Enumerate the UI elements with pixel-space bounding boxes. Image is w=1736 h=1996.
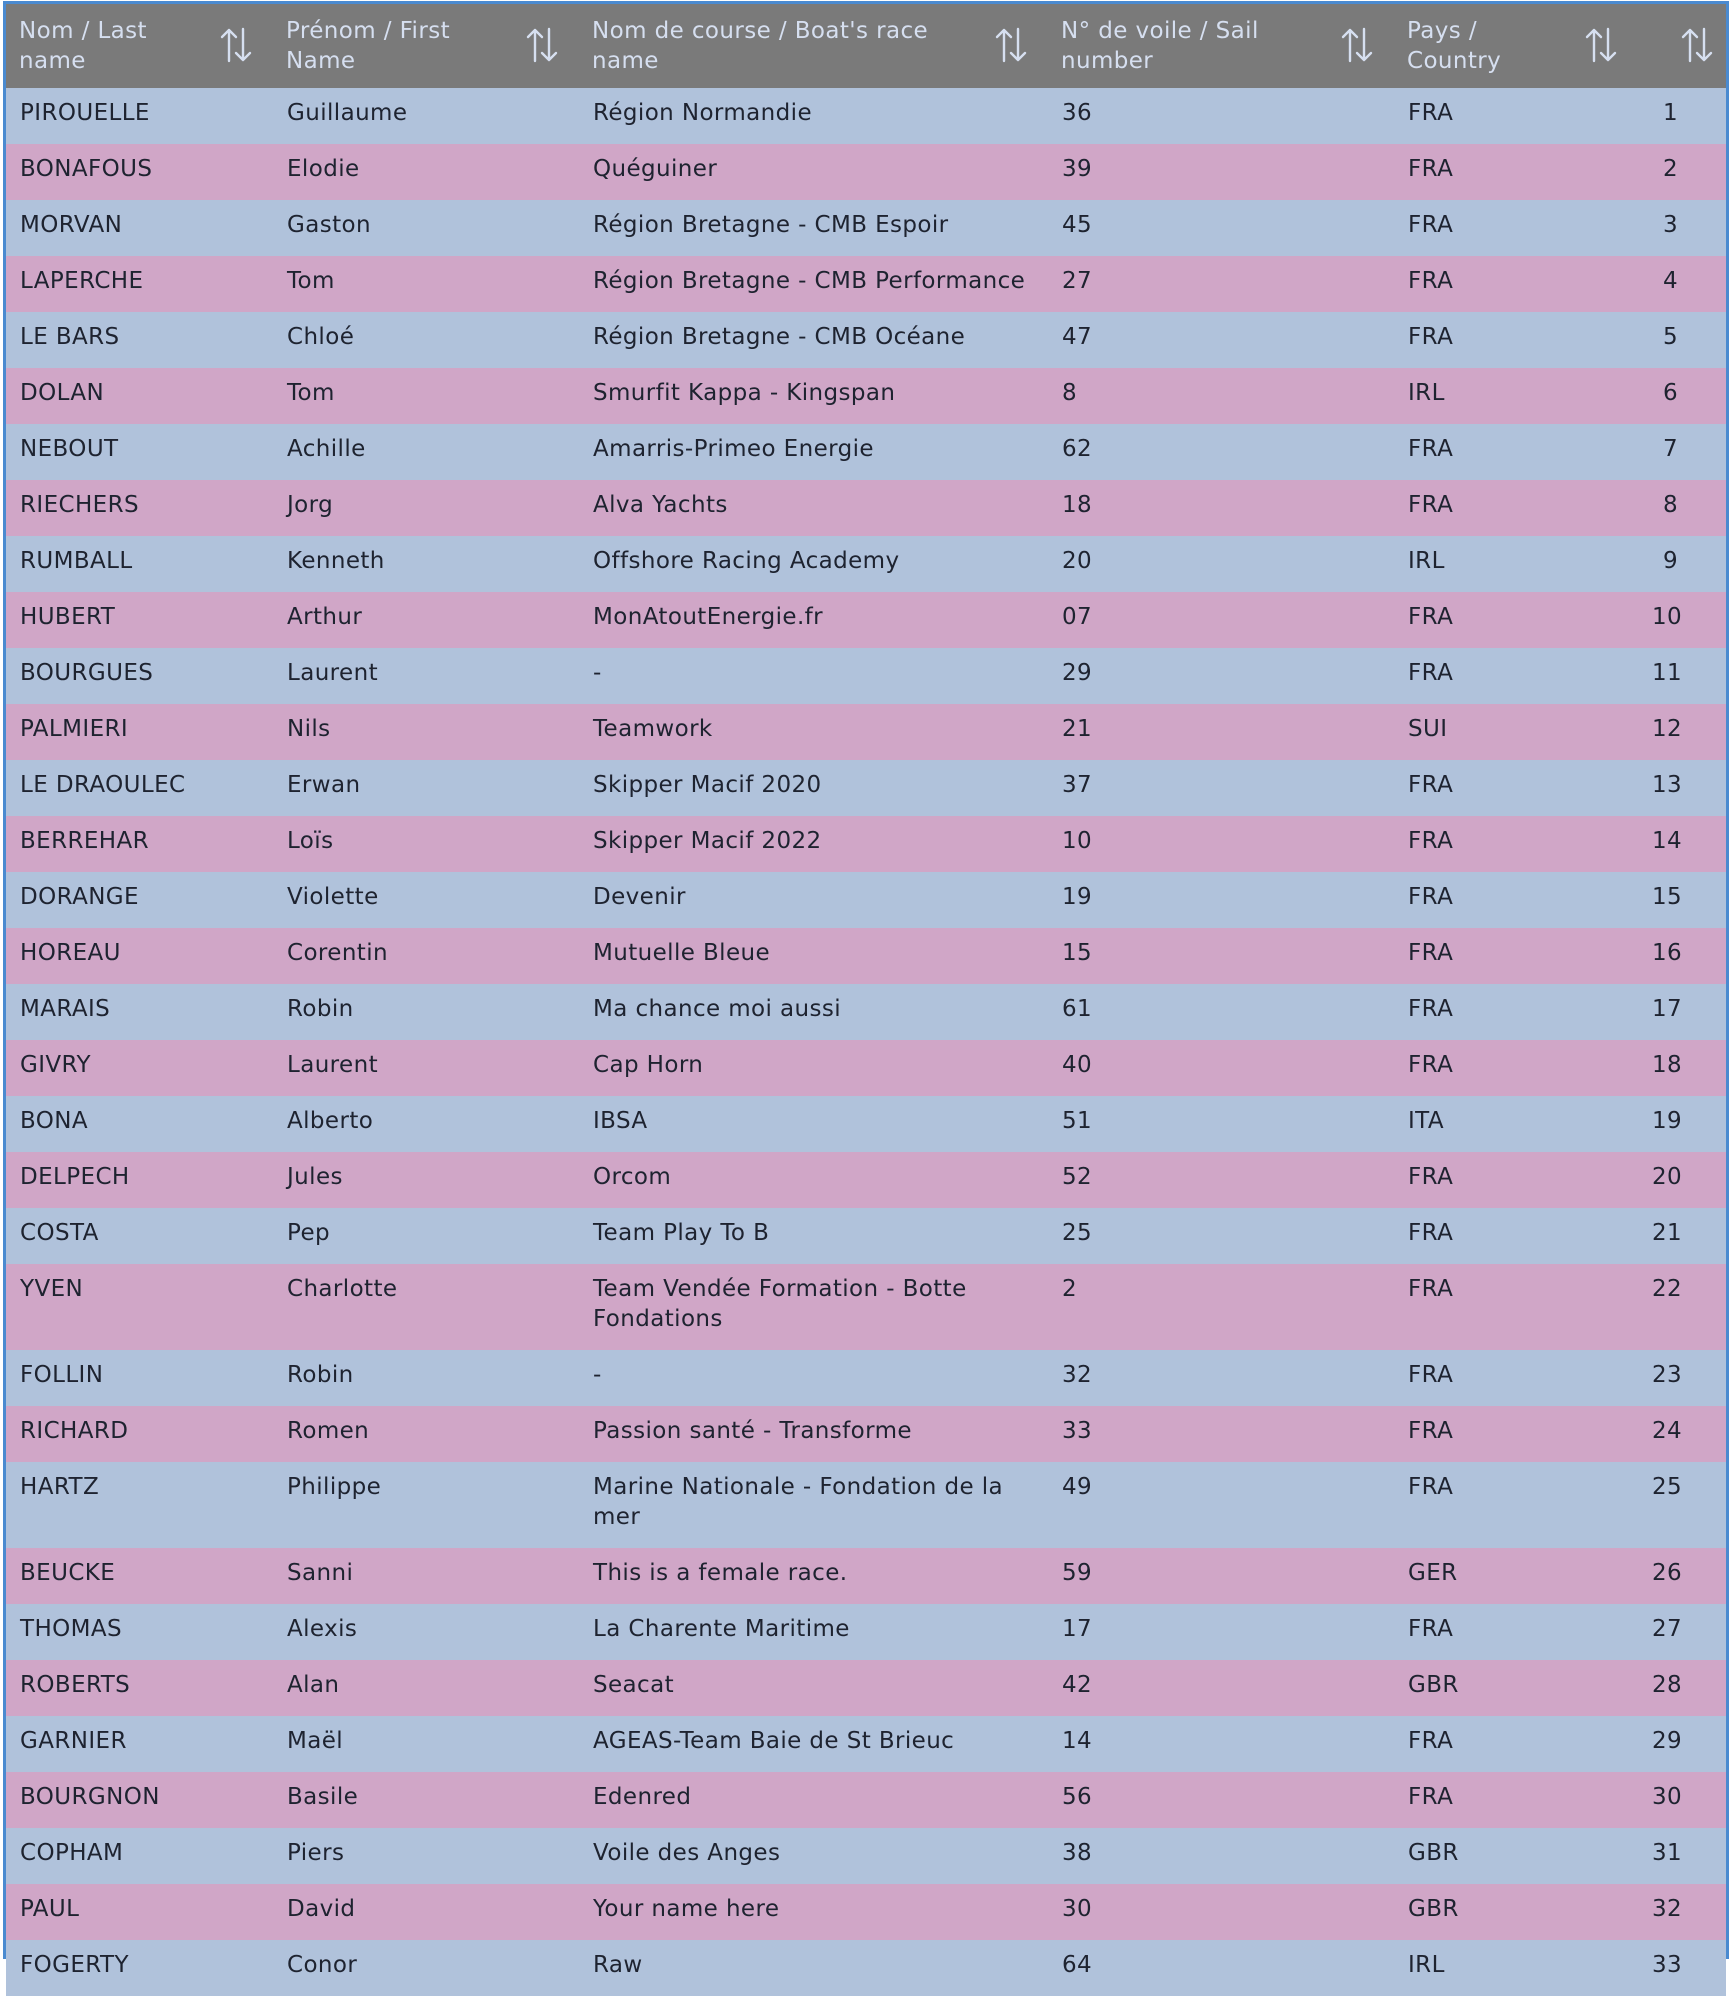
cell-rank: 3 — [1662, 212, 1678, 238]
skipper-table — [6, 4, 1726, 1996]
cell-first-name: Loïs — [287, 828, 334, 854]
header-row — [6, 4, 1726, 88]
cell-last-name: FOLLIN — [20, 1362, 104, 1388]
cell-boat-name: - — [593, 1362, 602, 1388]
cell-rank: 26 — [1652, 1560, 1683, 1586]
column-header-label: Pays / Country — [1407, 18, 1502, 74]
cell-boat-name: Voile des Anges — [593, 1840, 781, 1866]
cell-first-name: Jules — [287, 1164, 343, 1190]
cell-rank: 29 — [1652, 1728, 1683, 1754]
cell-sail-number: 36 — [1062, 100, 1093, 126]
cell-sail-number: 27 — [1062, 268, 1093, 294]
cell-first-name: Piers — [287, 1840, 345, 1866]
cell-last-name: DORANGE — [20, 884, 139, 910]
cell-country: FRA — [1408, 100, 1454, 126]
cell-country: IRL — [1408, 548, 1445, 574]
cell-boat-name: Marine Nationale - Fondation de la mer — [593, 1474, 1004, 1530]
cell-first-name: Maël — [287, 1728, 344, 1754]
cell-rank: 12 — [1652, 716, 1683, 742]
cell-sail-number: 18 — [1062, 492, 1093, 518]
cell-country: FRA — [1408, 996, 1454, 1022]
cell-country: FRA — [1408, 1276, 1454, 1302]
cell-sail-number: 61 — [1062, 996, 1093, 1022]
cell-country: FRA — [1408, 492, 1454, 518]
cell-last-name: MARAIS — [20, 996, 111, 1022]
table-row — [6, 1040, 1726, 1096]
cell-country: FRA — [1408, 884, 1454, 910]
table-row — [6, 1096, 1726, 1152]
table-row — [6, 1716, 1726, 1772]
cell-country: FRA — [1408, 268, 1454, 294]
cell-boat-name: Raw — [593, 1952, 643, 1978]
cell-first-name: Elodie — [287, 156, 360, 182]
table-row — [6, 816, 1726, 872]
cell-last-name: RIECHERS — [20, 492, 139, 518]
table-row — [6, 1350, 1726, 1406]
cell-rank: 8 — [1662, 492, 1678, 518]
cell-boat-name: Alva Yachts — [593, 492, 728, 518]
cell-first-name: Violette — [287, 884, 379, 910]
cell-rank: 5 — [1662, 324, 1678, 350]
cell-boat-name: IBSA — [593, 1108, 648, 1134]
cell-country: FRA — [1408, 604, 1454, 630]
cell-rank: 17 — [1652, 996, 1683, 1022]
cell-first-name: Laurent — [287, 660, 378, 686]
cell-last-name: HUBERT — [20, 604, 116, 630]
cell-first-name: Jorg — [287, 492, 334, 518]
table-row — [6, 984, 1726, 1040]
cell-first-name: Philippe — [287, 1474, 382, 1500]
cell-country: SUI — [1408, 716, 1448, 742]
cell-sail-number: 62 — [1062, 436, 1093, 462]
table-row — [6, 88, 1726, 144]
cell-sail-number: 39 — [1062, 156, 1093, 182]
cell-rank: 6 — [1662, 380, 1678, 406]
cell-boat-name: Skipper Macif 2022 — [593, 828, 822, 854]
cell-country: FRA — [1408, 436, 1454, 462]
cell-first-name: Pep — [287, 1220, 330, 1246]
cell-rank: 13 — [1652, 772, 1683, 798]
cell-country: FRA — [1408, 828, 1454, 854]
column-header-label: N° de voile / Sail number — [1061, 18, 1259, 74]
cell-rank: 1 — [1662, 100, 1678, 126]
cell-sail-number: 14 — [1062, 1728, 1093, 1754]
cell-boat-name: Orcom — [593, 1164, 672, 1190]
cell-first-name: Charlotte — [287, 1276, 398, 1302]
cell-last-name: THOMAS — [20, 1616, 123, 1642]
cell-last-name: RICHARD — [20, 1418, 129, 1444]
cell-last-name: COPHAM — [20, 1840, 124, 1866]
cell-rank: 32 — [1652, 1896, 1683, 1922]
cell-last-name: HOREAU — [20, 940, 121, 966]
cell-rank: 27 — [1652, 1616, 1683, 1642]
cell-last-name: MORVAN — [20, 212, 123, 238]
cell-first-name: Tom — [287, 380, 335, 406]
table-row — [6, 1828, 1726, 1884]
cell-sail-number: 10 — [1062, 828, 1093, 854]
cell-country: FRA — [1408, 156, 1454, 182]
cell-boat-name: Région Bretagne - CMB Performance — [593, 268, 1026, 294]
table-row — [6, 200, 1726, 256]
cell-last-name: GARNIER — [20, 1728, 127, 1754]
cell-last-name: BONAFOUS — [20, 156, 153, 182]
table-row — [6, 704, 1726, 760]
cell-first-name: Guillaume — [287, 100, 408, 126]
cell-first-name: Alberto — [287, 1108, 374, 1134]
cell-last-name: COSTA — [20, 1220, 99, 1246]
column-header-label: Nom / Last name — [19, 18, 147, 74]
column-header-label: Nom de course / Boat's race name — [592, 18, 929, 74]
cell-rank: 30 — [1652, 1784, 1683, 1810]
cell-boat-name: MonAtoutEnergie.fr — [593, 604, 824, 630]
cell-last-name: BONA — [20, 1108, 89, 1134]
cell-first-name: Conor — [287, 1952, 358, 1978]
column-header-country[interactable] — [1394, 4, 1638, 88]
table-row — [6, 256, 1726, 312]
cell-country: GER — [1408, 1560, 1458, 1586]
sort-arrows-icon[interactable] — [219, 26, 253, 64]
cell-sail-number: 30 — [1062, 1896, 1093, 1922]
cell-sail-number: 19 — [1062, 884, 1093, 910]
cell-country: IRL — [1408, 1952, 1445, 1978]
cell-last-name: DELPECH — [20, 1164, 130, 1190]
table-row — [6, 1406, 1726, 1462]
column-header-last-name[interactable] — [6, 4, 273, 88]
cell-rank: 33 — [1652, 1952, 1683, 1978]
sort-arrows-icon[interactable] — [1340, 26, 1374, 64]
table-row — [6, 368, 1726, 424]
cell-country: IRL — [1408, 380, 1445, 406]
skipper-table-container — [3, 1, 1729, 1978]
cell-country: FRA — [1408, 660, 1454, 686]
cell-boat-name: Cap Horn — [593, 1052, 704, 1078]
cell-first-name: Robin — [287, 996, 354, 1022]
cell-rank: 25 — [1652, 1474, 1683, 1500]
column-header-boat-name[interactable] — [579, 4, 1048, 88]
cell-last-name: PIROUELLE — [20, 100, 150, 126]
cell-first-name: Achille — [287, 436, 366, 462]
cell-rank: 16 — [1652, 940, 1683, 966]
cell-first-name: Basile — [287, 1784, 359, 1810]
cell-rank: 2 — [1662, 156, 1678, 182]
cell-last-name: DOLAN — [20, 380, 105, 406]
cell-country: FRA — [1408, 1220, 1454, 1246]
cell-last-name: LAPERCHE — [20, 268, 144, 294]
cell-country: GBR — [1408, 1840, 1459, 1866]
sort-arrows-icon[interactable] — [525, 26, 559, 64]
cell-rank: 18 — [1652, 1052, 1683, 1078]
cell-first-name: Corentin — [287, 940, 388, 966]
cell-first-name: Chloé — [287, 324, 355, 350]
table-row — [6, 424, 1726, 480]
cell-boat-name: Team Play To B — [593, 1220, 770, 1246]
cell-first-name: Kenneth — [287, 548, 385, 574]
cell-boat-name: Your name here — [593, 1896, 780, 1922]
cell-last-name: LE BARS — [20, 324, 120, 350]
cell-boat-name: Passion santé - Transforme — [593, 1418, 912, 1444]
cell-rank: 31 — [1652, 1840, 1683, 1866]
cell-boat-name: Seacat — [593, 1672, 675, 1698]
cell-last-name: RUMBALL — [20, 548, 133, 574]
cell-sail-number: 29 — [1062, 660, 1093, 686]
cell-sail-number: 52 — [1062, 1164, 1093, 1190]
table-row — [6, 928, 1726, 984]
cell-country: FRA — [1408, 1052, 1454, 1078]
cell-country: FRA — [1408, 1418, 1454, 1444]
cell-boat-name: This is a female race. — [593, 1560, 848, 1586]
cell-first-name: Laurent — [287, 1052, 378, 1078]
cell-last-name: GIVRY — [20, 1052, 91, 1078]
cell-sail-number: 15 — [1062, 940, 1093, 966]
cell-boat-name: Team Vendée Formation - Botte Fondations — [593, 1276, 967, 1332]
cell-country: FRA — [1408, 1616, 1454, 1642]
cell-boat-name: Offshore Racing Academy — [593, 548, 900, 574]
sort-arrows-icon[interactable] — [1584, 26, 1618, 64]
table-row — [6, 144, 1726, 200]
cell-sail-number: 49 — [1062, 1474, 1093, 1500]
column-header-label: Prénom / First Name — [286, 18, 450, 74]
cell-sail-number: 25 — [1062, 1220, 1093, 1246]
cell-sail-number: 64 — [1062, 1952, 1093, 1978]
table-row — [6, 1208, 1726, 1264]
cell-last-name: BERREHAR — [20, 828, 150, 854]
cell-country: FRA — [1408, 772, 1454, 798]
table-row — [6, 536, 1726, 592]
cell-last-name: PALMIERI — [20, 716, 129, 742]
cell-boat-name: Smurfit Kappa - Kingspan — [593, 380, 896, 406]
column-header-first-name[interactable] — [273, 4, 579, 88]
table-row — [6, 1462, 1726, 1548]
cell-last-name: BEUCKE — [20, 1560, 116, 1586]
cell-rank: 23 — [1652, 1362, 1683, 1388]
cell-boat-name: - — [593, 660, 602, 686]
column-header-sail-number[interactable] — [1048, 4, 1394, 88]
cell-rank: 10 — [1652, 604, 1683, 630]
table-row — [6, 760, 1726, 816]
cell-first-name: Alan — [287, 1672, 340, 1698]
table-row — [6, 1548, 1726, 1604]
cell-boat-name: Skipper Macif 2020 — [593, 772, 822, 798]
cell-first-name: Romen — [287, 1418, 370, 1444]
cell-sail-number: 8 — [1062, 380, 1078, 406]
cell-sail-number: 38 — [1062, 1840, 1093, 1866]
cell-sail-number: 07 — [1062, 604, 1093, 630]
table-row — [6, 480, 1726, 536]
cell-first-name: Gaston — [287, 212, 371, 238]
cell-country: FRA — [1408, 1784, 1454, 1810]
cell-boat-name: Edenred — [593, 1784, 692, 1810]
cell-sail-number: 56 — [1062, 1784, 1093, 1810]
cell-rank: 4 — [1662, 268, 1678, 294]
cell-first-name: Erwan — [287, 772, 361, 798]
cell-country: GBR — [1408, 1896, 1459, 1922]
cell-country: FRA — [1408, 940, 1454, 966]
table-row — [6, 648, 1726, 704]
table-row — [6, 1264, 1726, 1350]
cell-last-name: HARTZ — [20, 1474, 100, 1500]
sort-arrows-icon[interactable] — [994, 26, 1028, 64]
table-row — [6, 1604, 1726, 1660]
table-header — [6, 4, 1726, 88]
cell-last-name: NEBOUT — [20, 436, 119, 462]
cell-boat-name: Région Bretagne - CMB Océane — [593, 324, 966, 350]
cell-rank: 21 — [1652, 1220, 1683, 1246]
cell-country: GBR — [1408, 1672, 1459, 1698]
cell-first-name: Alexis — [287, 1616, 358, 1642]
cell-sail-number: 21 — [1062, 716, 1093, 742]
table-row — [6, 1884, 1726, 1940]
cell-sail-number: 33 — [1062, 1418, 1093, 1444]
cell-last-name: YVEN — [20, 1276, 84, 1302]
cell-rank: 14 — [1652, 828, 1683, 854]
sort-arrows-icon[interactable] — [1680, 26, 1714, 64]
cell-rank: 19 — [1652, 1108, 1683, 1134]
cell-first-name: David — [287, 1896, 356, 1922]
table-row — [6, 312, 1726, 368]
table-body — [6, 88, 1726, 1996]
cell-boat-name: La Charente Maritime — [593, 1616, 850, 1642]
cell-rank: 28 — [1652, 1672, 1683, 1698]
cell-rank: 9 — [1662, 548, 1678, 574]
cell-boat-name: AGEAS-Team Baie de St Brieuc — [593, 1728, 955, 1754]
cell-boat-name: Teamwork — [593, 716, 713, 742]
cell-first-name: Nils — [287, 716, 331, 742]
cell-last-name: FOGERTY — [20, 1952, 129, 1978]
column-header-rank[interactable] — [1638, 4, 1726, 88]
cell-sail-number: 47 — [1062, 324, 1093, 350]
cell-sail-number: 42 — [1062, 1672, 1093, 1698]
cell-first-name: Tom — [287, 268, 335, 294]
cell-sail-number: 2 — [1062, 1276, 1078, 1302]
table-row — [6, 1772, 1726, 1828]
cell-rank: 22 — [1652, 1276, 1683, 1302]
table-row — [6, 872, 1726, 928]
cell-last-name: ROBERTS — [20, 1672, 131, 1698]
cell-rank: 24 — [1652, 1418, 1683, 1444]
cell-country: ITA — [1408, 1108, 1444, 1134]
cell-country: FRA — [1408, 1728, 1454, 1754]
cell-rank: 7 — [1662, 436, 1678, 462]
cell-country: FRA — [1408, 212, 1454, 238]
cell-rank: 20 — [1652, 1164, 1683, 1190]
cell-boat-name: Amarris-Primeo Energie — [593, 436, 874, 462]
cell-sail-number: 40 — [1062, 1052, 1093, 1078]
cell-first-name: Robin — [287, 1362, 354, 1388]
cell-boat-name: Quéguiner — [593, 156, 718, 182]
cell-first-name: Sanni — [287, 1560, 354, 1586]
table-row — [6, 1660, 1726, 1716]
cell-sail-number: 17 — [1062, 1616, 1093, 1642]
cell-rank: 15 — [1652, 884, 1683, 910]
cell-last-name: LE DRAOULEC — [20, 772, 186, 798]
cell-boat-name: Région Normandie — [593, 100, 812, 126]
cell-boat-name: Devenir — [593, 884, 686, 910]
cell-sail-number: 59 — [1062, 1560, 1093, 1586]
cell-last-name: BOURGUES — [20, 660, 154, 686]
table-row — [6, 1940, 1726, 1996]
cell-boat-name: Mutuelle Bleue — [593, 940, 771, 966]
cell-sail-number: 37 — [1062, 772, 1093, 798]
cell-first-name: Arthur — [287, 604, 363, 630]
cell-rank: 11 — [1652, 660, 1683, 686]
table-row — [6, 1152, 1726, 1208]
cell-country: FRA — [1408, 1362, 1454, 1388]
cell-sail-number: 20 — [1062, 548, 1093, 574]
cell-country: FRA — [1408, 1164, 1454, 1190]
cell-last-name: PAUL — [20, 1896, 80, 1922]
cell-sail-number: 45 — [1062, 212, 1093, 238]
cell-boat-name: Ma chance moi aussi — [593, 996, 842, 1022]
cell-last-name: BOURGNON — [20, 1784, 160, 1810]
cell-country: FRA — [1408, 1474, 1454, 1500]
cell-boat-name: Région Bretagne - CMB Espoir — [593, 212, 949, 238]
cell-sail-number: 51 — [1062, 1108, 1093, 1134]
cell-sail-number: 32 — [1062, 1362, 1093, 1388]
cell-country: FRA — [1408, 324, 1454, 350]
table-row — [6, 592, 1726, 648]
